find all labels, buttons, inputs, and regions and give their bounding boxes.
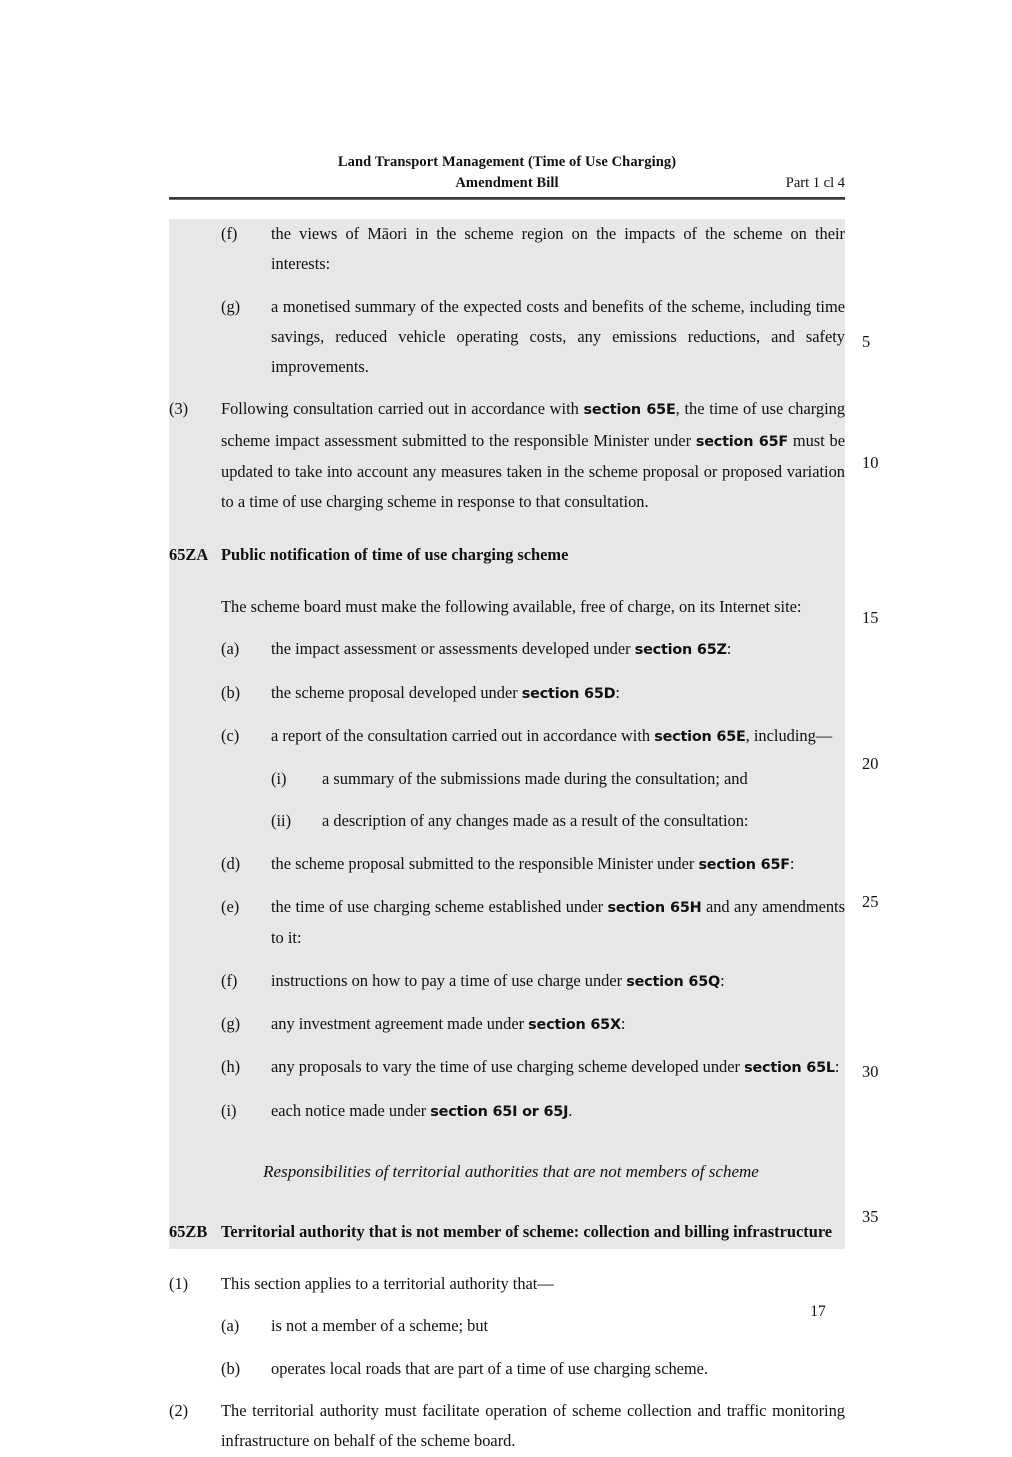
header-rule: [169, 197, 845, 200]
paragraph-text: operates local roads that are part of a time of use charging scheme.: [271, 1358, 709, 1378]
section-reference[interactable]: section 65L: [744, 1060, 835, 1077]
paragraph-text: Public notification of time of use charging scheme: [221, 544, 569, 564]
numbered-paragraph: [169, 806, 845, 836]
numbered-paragraph: [169, 678, 845, 709]
numbered-paragraph: [169, 1269, 845, 1299]
numbered-paragraph: [169, 634, 845, 665]
line-number: 10: [862, 453, 879, 472]
paragraph-text: The territorial authority must facilitate operation of scheme collection and traffic monitoring infrastructure on behalf of the scheme board.: [221, 1401, 845, 1451]
paragraph-marker: (2): [169, 1401, 189, 1421]
section-heading: [169, 1217, 845, 1247]
line-number: 30: [862, 1062, 879, 1081]
section-reference[interactable]: section 65F: [695, 433, 789, 450]
paragraph-text: a description of any changes made as a result of the consultation:: [322, 811, 749, 831]
paragraph-text: a report of the consultation carried out in accordance with section 65E, including—: [271, 725, 833, 745]
paragraph-marker: (c): [221, 725, 240, 745]
paragraph-marker: (f): [221, 970, 238, 990]
paragraph-text: the views of Māori in the scheme region on the impacts of the scheme on their interests:: [271, 224, 845, 274]
paragraph-marker: (a): [221, 1316, 240, 1336]
section-reference[interactable]: section 65D: [521, 685, 616, 702]
paragraph-marker: (i): [271, 769, 287, 789]
paragraph-marker: (h): [221, 1057, 241, 1077]
paragraph-text: each notice made under section 65I or 65J.: [271, 1100, 573, 1120]
block-spacer: [169, 1127, 845, 1157]
block-spacer: [169, 518, 845, 540]
paragraph-text: a summary of the submissions made during the consultation; and: [322, 769, 748, 789]
line-number: 15: [862, 608, 879, 627]
numbered-paragraph: [169, 1009, 845, 1040]
paragraph-marker: (a): [221, 639, 240, 659]
block-spacer: [169, 1040, 845, 1052]
paragraph-text: a monetised summary of the expected costs and benefits of the scheme, including time savings, reduced vehicle operating costs, any emissions reductions, and safety improvements.: [271, 296, 845, 377]
numbered-paragraph: [169, 764, 845, 794]
paragraph-marker: (e): [221, 897, 240, 917]
block-spacer: [169, 1342, 845, 1354]
numbered-paragraph: [169, 721, 845, 752]
numbered-paragraph: [169, 219, 845, 280]
paragraph-text: the impact assessment or assessments developed under section 65Z:: [271, 639, 732, 659]
line-number: 20: [862, 754, 879, 773]
numbered-paragraph: [169, 849, 845, 880]
section-reference[interactable]: section 65F: [698, 856, 790, 873]
paragraph-marker: (b): [221, 682, 241, 702]
running-header: [169, 152, 845, 194]
paragraph-text: The scheme board must make the following available, free of charge, on its Internet site:: [221, 596, 802, 616]
paragraph-marker: (d): [221, 853, 241, 873]
paragraph-marker: (b): [221, 1358, 241, 1378]
line-number: 35: [862, 1207, 879, 1226]
paragraph-text: instructions on how to pay a time of use charge under section 65Q:: [271, 970, 725, 990]
paragraph-marker: (g): [221, 296, 241, 316]
running-header-title-line2: Amendment Bill: [455, 175, 559, 191]
paragraph-text: the scheme proposal developed under section 65D:: [271, 682, 620, 702]
section-heading: [169, 540, 845, 570]
paragraph-text: is not a member of a scheme; but: [271, 1316, 489, 1336]
paragraph-marker: (f): [221, 224, 238, 243]
numbered-paragraph: [169, 292, 845, 383]
page-number: 17: [810, 1303, 826, 1320]
paragraph-marker: (g): [221, 1013, 241, 1033]
running-header-part-ref: Part 1 cl 4: [785, 175, 845, 191]
block-spacer: [169, 752, 845, 764]
paragraph-marker: (1): [169, 1274, 189, 1294]
paragraph-text: the time of use charging scheme established under section 65H and any amendments to it:: [271, 897, 845, 948]
section-reference[interactable]: section 65H: [607, 900, 702, 917]
paragraph-text: Territorial authority that is not member of scheme: collection and billing infrastructure: [221, 1221, 833, 1241]
section-reference[interactable]: section 65E: [654, 728, 746, 745]
running-header-title-line1: Land Transport Management (Time of Use Charging): [337, 154, 677, 170]
numbered-paragraph: [169, 1311, 845, 1341]
paragraph-text: Following consultation carried out in accordance with section 65E, the time of use charging scheme impact assessment submitted to the responsible Minister under section 65F must be updated to take into account any measures taken in the scheme proposal or proposed variation to a time of use charging scheme in response to that consultation.: [221, 399, 846, 512]
numbered-paragraph: [169, 1354, 845, 1384]
block-spacer: [169, 382, 845, 394]
numbered-paragraph: [169, 1396, 845, 1457]
running-header-title: [169, 152, 845, 194]
block-spacer: [169, 997, 845, 1009]
document-body: [169, 219, 845, 1457]
paragraph-marker: (ii): [271, 811, 292, 831]
block-spacer: [169, 622, 845, 634]
block-spacer: [169, 709, 845, 721]
numbered-paragraph: [169, 1052, 845, 1083]
cross-heading: Responsibilities of territorial authorities that are not members of scheme: [263, 1161, 759, 1181]
section-reference[interactable]: section 65Q: [626, 973, 721, 990]
block-spacer: [169, 666, 845, 678]
section-number: 65ZB: [169, 1221, 208, 1241]
section-reference[interactable]: section 65E: [583, 402, 676, 419]
line-number: 25: [862, 892, 879, 911]
block-spacer: [169, 280, 845, 292]
line-number: 5: [862, 332, 871, 351]
numbered-paragraph: [169, 1096, 845, 1127]
paragraph-text: any investment agreement made under section 65X:: [271, 1013, 626, 1033]
numbered-paragraph: [169, 966, 845, 997]
section-reference[interactable]: section 65X: [528, 1016, 621, 1033]
block-spacer: [169, 570, 845, 592]
paragraph-text: any proposals to vary the time of use charging scheme developed under section 65L:: [271, 1057, 840, 1077]
numbered-paragraph: [169, 892, 845, 954]
paragraph: [169, 592, 845, 622]
block-spacer: [169, 794, 845, 806]
section-reference[interactable]: section 65I or 65J: [430, 1103, 569, 1120]
paragraph-marker: (3): [169, 399, 189, 419]
numbered-paragraph: [169, 394, 845, 517]
paragraph-text: the scheme proposal submitted to the responsible Minister under section 65F:: [271, 853, 795, 873]
block-spacer: [169, 1247, 845, 1269]
block-spacer: [169, 1187, 845, 1217]
section-reference[interactable]: section 65Z: [634, 642, 727, 659]
block-spacer: [169, 837, 845, 849]
paragraph-text: This section applies to a territorial authority that—: [221, 1274, 554, 1294]
block-spacer: [169, 1084, 845, 1096]
block-spacer: [169, 880, 845, 892]
section-number: 65ZA: [169, 544, 209, 564]
block-spacer: [169, 1299, 845, 1311]
block-spacer: [169, 1384, 845, 1396]
block-spacer: [169, 954, 845, 966]
paragraph-marker: (i): [221, 1100, 237, 1120]
